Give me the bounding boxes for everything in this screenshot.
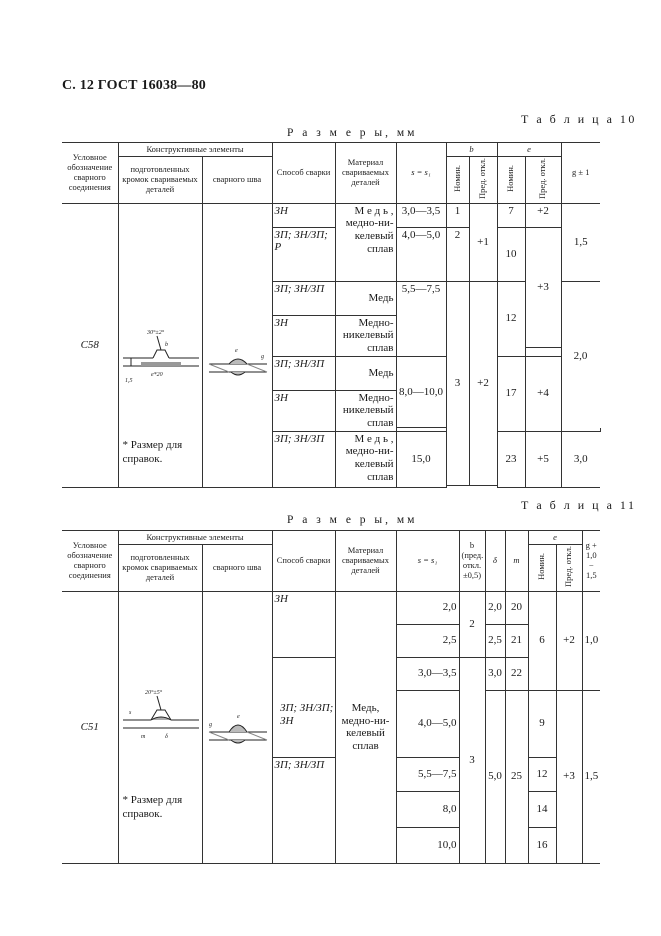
t10-b-2: 2 — [446, 227, 469, 281]
t11-e-2: 9 — [528, 690, 556, 757]
t11-e-5: 16 — [528, 827, 556, 863]
table11 — [62, 530, 600, 864]
t11-m-4: 25 — [505, 690, 528, 863]
t10-h-e: e — [497, 143, 561, 157]
t10-e-5: 23 — [497, 431, 525, 487]
t10-material-cu-1: Медь — [335, 281, 396, 315]
t11-h-designation: Условное обозначение сварного соединения — [62, 531, 118, 592]
t10-s-3: 5,5—7,5 — [396, 281, 446, 356]
t10-h-g: g ± 1 — [561, 143, 600, 204]
t11-h-method: Способ сварки — [272, 531, 335, 592]
t11-s-6: 8,0 — [396, 791, 459, 827]
t11-e-4: 14 — [528, 791, 556, 827]
t10-b-1: 1 — [446, 203, 469, 227]
t10-h-material: Материал свариваемых деталей — [335, 143, 396, 204]
t11-s-7: 10,0 — [396, 827, 459, 863]
t11-material: Медь, медно-ни-келевый сплав — [335, 591, 396, 863]
t11-e-3: 12 — [528, 757, 556, 791]
t10-h-b-nom: Номин. — [446, 157, 469, 204]
t10-s-4: 8,0—10,0 — [396, 356, 446, 428]
t11-prepared-drawing — [118, 591, 202, 863]
t11-s-4: 4,0—5,0 — [396, 690, 459, 757]
t10-prepared-drawing — [118, 203, 202, 487]
t11-m-1: 20 — [505, 591, 528, 624]
t11-h-b: b (пред. откл. ±0,5) — [459, 531, 485, 592]
t10-material-1: М е д ь , медно-ни-келевый сплав — [335, 203, 396, 281]
t10-footnote: * Размер для справок. — [122, 438, 183, 465]
t10-b-3: 3 — [446, 281, 469, 485]
svg-text:b: b — [164, 341, 168, 348]
t10-material-ni-2: Медно-никелевый сплав — [335, 390, 396, 431]
t11-e-1: 6 — [528, 591, 556, 690]
t11-delta-3: 3,0 — [485, 657, 505, 690]
svg-text:m: m — [140, 733, 145, 740]
t10-h-e-dev: Пред. откл. — [525, 157, 561, 204]
t11-seam-section-drawing — [205, 712, 271, 752]
t11-delta-4: 5,0 — [485, 690, 505, 863]
t10-seam-section-drawing — [205, 344, 271, 384]
t11-h-e: e — [528, 531, 582, 545]
t11-b-2: 3 — [459, 657, 485, 863]
t10-e-2: 10 — [497, 227, 525, 281]
table10 — [62, 142, 600, 488]
svg-text:1,5: 1,5 — [124, 377, 132, 384]
t11-delta-1: 2,0 — [485, 591, 505, 624]
t11-h-s: s = s₁ — [396, 531, 459, 592]
t10-seam-drawing — [202, 203, 272, 487]
t10-s-5: 15,0 — [396, 431, 446, 487]
t10-h-seam: сварного шва — [202, 157, 272, 204]
t11-prepared-edges-drawing — [121, 684, 201, 754]
t11-m-2: 21 — [505, 624, 528, 657]
t10-material-cu-2: Медь — [335, 356, 396, 390]
svg-text:e*20: e*20 — [150, 371, 163, 378]
t10-method-1: ЗН — [272, 203, 335, 227]
table11-number: Т а б л и ц а 11 — [521, 498, 637, 512]
t11-s-2: 2,5 — [396, 624, 459, 657]
t10-code: С58 — [62, 203, 118, 487]
t10-b-dev-1: +1 — [469, 203, 497, 281]
t10-method-5: ЗП; ЗН/ЗП — [272, 356, 335, 390]
t10-h-elements: Конструктивные элементы — [118, 143, 272, 157]
t11-h-prepared: подготовленных кромок свариваемых деталей — [118, 545, 202, 592]
svg-text:g: g — [208, 721, 212, 728]
t11-h-elements: Конструктивные элементы — [118, 531, 272, 545]
t10-e-dev-4: +5 — [525, 431, 561, 487]
t10-method-3: ЗП; ЗН/ЗП — [272, 281, 335, 315]
t10-g-2: 2,0 — [561, 281, 600, 431]
t10-e-dev-1: +2 — [525, 203, 561, 227]
t10-material-ni-1: Медно-никелевый сплав — [335, 315, 396, 356]
t10-s-1: 3,0—3,5 — [396, 203, 446, 227]
t10-h-s: s = s₁ — [396, 143, 446, 204]
t11-h-m: m — [505, 531, 528, 592]
t11-method-2: ЗП; ЗН/ЗП; ЗН — [280, 702, 334, 728]
t10-e-1: 7 — [497, 203, 525, 227]
t10-h-e-nom: Номин. — [497, 157, 525, 204]
t11-delta-2: 2,5 — [485, 624, 505, 657]
t10-h-designation: Условное обозначение сварного соединения — [62, 143, 118, 204]
svg-text:s: s — [128, 709, 131, 716]
t11-method-3: ЗП; ЗН/ЗП — [272, 757, 335, 863]
t11-h-g: g + 1,0 − 1,5 — [582, 531, 600, 592]
t10-method-4: ЗН — [272, 315, 335, 356]
svg-text:20°±5°: 20°±5° — [144, 689, 162, 696]
t11-h-e-nom: Номин. — [528, 545, 556, 592]
t10-h-b: b — [446, 143, 497, 157]
table10-number: Т а б л и ц а 10 — [521, 112, 637, 126]
t10-e-3: 12 — [497, 281, 525, 356]
t10-e-dev-2: +3 — [525, 227, 561, 347]
t10-g-1: 1,5 — [561, 203, 600, 281]
t11-s-3: 3,0—3,5 — [396, 657, 459, 690]
t10-prepared-edges-drawing — [121, 322, 201, 392]
t11-h-material: Материал свариваемых деталей — [335, 531, 396, 592]
t10-h-b-dev: Пред. откл. — [469, 157, 497, 204]
t11-method-1: ЗН — [272, 591, 335, 657]
t10-e-4: 17 — [497, 356, 525, 431]
t11-h-delta: δ — [485, 531, 505, 592]
t10-h-method: Способ сварки — [272, 143, 335, 204]
t10-material-last: М е д ь , медно-ни-келевый сплав — [335, 431, 396, 487]
t10-h-prepared: подготовленных кромок свариваемых деталей — [118, 157, 202, 204]
t11-h-e-dev: Пред. откл. — [556, 545, 582, 592]
page-header: С. 12 ГОСТ 16038—80 — [62, 78, 206, 93]
t11-seam-drawing — [202, 591, 272, 863]
t11-g-2: 1,5 — [582, 690, 600, 863]
svg-text:δ: δ — [164, 733, 168, 740]
t10-method-2: ЗП; ЗН/ЗП; Р — [272, 227, 335, 281]
svg-text:e: e — [236, 713, 240, 720]
t11-e-dev-1: +2 — [556, 591, 582, 690]
t11-g-1: 1,0 — [582, 591, 600, 690]
svg-text:30°±2°: 30°±2° — [146, 329, 164, 336]
t11-m-3: 22 — [505, 657, 528, 690]
t11-b-1: 2 — [459, 591, 485, 657]
t11-code: С51 — [62, 591, 118, 863]
t10-s-2: 4,0—5,0 — [396, 227, 446, 281]
t10-e-dev-3: +4 — [525, 356, 561, 431]
svg-text:e: e — [234, 347, 238, 354]
t10-method-7: ЗП; ЗН/ЗП — [272, 431, 335, 487]
t10-g-3: 3,0 — [561, 431, 600, 487]
t11-s-5: 5,5—7,5 — [396, 757, 459, 791]
t11-s-1: 2,0 — [396, 591, 459, 624]
table10-caption: Р а з м е р ы, мм — [287, 127, 418, 139]
t11-h-seam: сварного шва — [202, 545, 272, 592]
t11-footnote: * Размер для справок. — [122, 793, 183, 820]
t10-b-dev-2: +2 — [469, 281, 497, 485]
svg-text:g: g — [260, 353, 264, 360]
t11-e-dev-2: +3 — [556, 690, 582, 863]
table11-caption: Р а з м е р ы, мм — [287, 514, 418, 526]
t10-method-6: ЗН — [272, 390, 335, 431]
